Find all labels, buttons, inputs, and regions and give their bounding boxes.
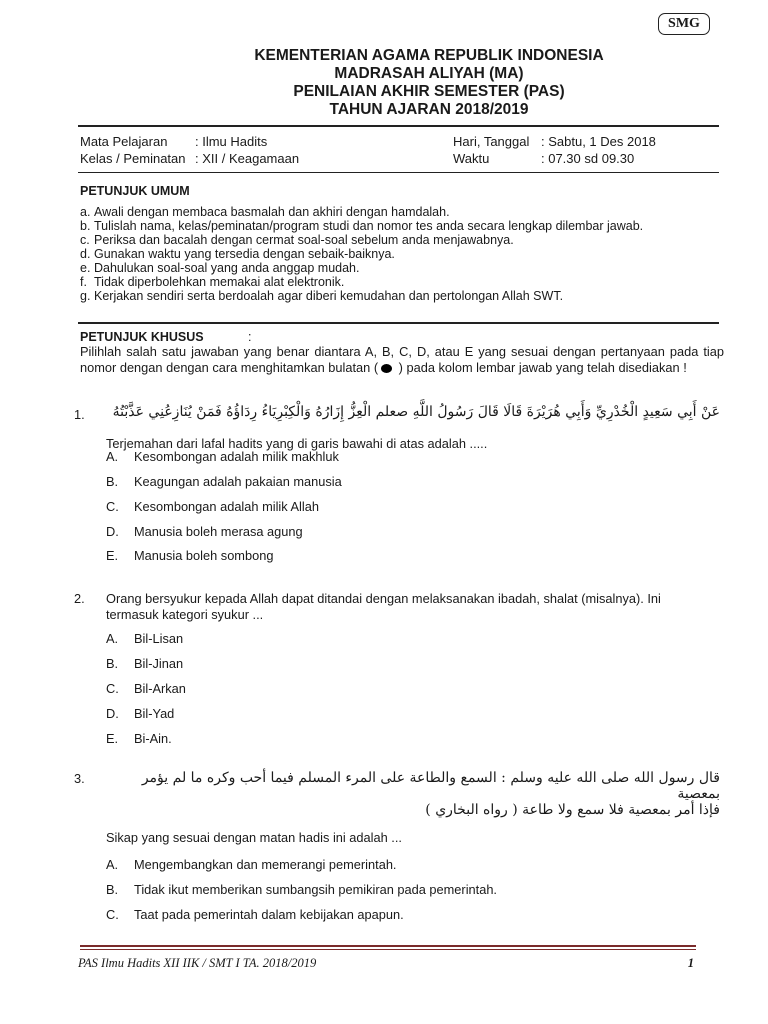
instruction-text: Tulislah nama, kelas/peminatan/program studi dan nomor tes anda secara lengkap dilembar jawab.: [94, 219, 644, 233]
instruction-letter: c.: [80, 233, 90, 247]
option-letter: E.: [106, 731, 119, 746]
footer-rule: [80, 945, 696, 947]
option-text: Bil-Jinan: [134, 656, 184, 671]
option-letter: B.: [106, 656, 119, 671]
option-text: Bil-Yad: [134, 706, 175, 721]
instruction-letter: f.: [80, 275, 87, 289]
answer-option: [106, 499, 706, 515]
general-instructions-title: PETUNJUK UMUM: [80, 184, 190, 198]
instructions-text-after: ) pada kolom lembar jawab yang telah disediakan !: [395, 359, 687, 375]
option-letter: A.: [106, 449, 119, 464]
option-letter: A.: [106, 631, 119, 646]
option-text: Bil-Arkan: [134, 681, 186, 696]
question-2-text: Orang bersyukur kepada Allah dapat ditandai dengan melaksanakan ibadah, shalat (misalnya). Ini termasuk kategori syukur ...: [106, 591, 661, 622]
special-instructions-colon: :: [248, 330, 252, 344]
answer-option: [106, 656, 706, 672]
footer: [78, 956, 694, 971]
header-year: TAHUN AJARAN 2018/2019: [329, 101, 529, 118]
class-label: Kelas / Peminatan: [80, 151, 186, 166]
instruction-text: Tidak diperbolehkan memakai alat elektronik.: [94, 275, 345, 289]
option-letter: D.: [106, 524, 119, 539]
option-letter: B.: [106, 882, 119, 897]
instruction-item: [80, 289, 720, 303]
instruction-item: [80, 275, 720, 289]
subject-value: : Ilmu Hadits: [195, 134, 268, 149]
date-value: : Sabtu, 1 Des 2018: [541, 134, 656, 149]
footer-rule-thin: [80, 949, 696, 950]
instructions-rule: [78, 322, 719, 324]
option-text: Manusia boleh sombong: [134, 548, 274, 563]
option-text: Kesombongan adalah milik makhluk: [134, 449, 339, 464]
instruction-item: [80, 233, 720, 247]
special-instructions-title: PETUNJUK KHUSUS: [80, 330, 204, 344]
option-text: Bi-Ain.: [134, 731, 172, 746]
option-text: Kesombongan adalah milik Allah: [134, 499, 319, 514]
question-3-arabic-line-2: فإذا أمر بمعصية فلا سمع ولا طاعة ( رواه البخاري ): [425, 802, 720, 818]
answer-option: [106, 706, 706, 722]
answer-option: [106, 857, 706, 873]
info-rule: [78, 172, 719, 173]
instruction-text: Kerjakan sendiri serta berdoalah agar diberi kemudahan dan pertolongan Allah SWT.: [94, 289, 564, 303]
option-letter: D.: [106, 706, 119, 721]
smg-badge: SMG: [658, 13, 710, 35]
question-2-number: 2.: [74, 591, 85, 606]
subject-label: Mata Pelajaran: [80, 134, 168, 149]
header-rule: [78, 125, 719, 127]
page-number: 1: [687, 956, 694, 970]
instruction-text: Dahulukan soal-soal yang anda anggap mudah.: [94, 261, 360, 275]
answer-option: [106, 449, 706, 465]
filled-circle-icon: [381, 364, 392, 373]
option-letter: C.: [106, 907, 119, 922]
instruction-item: [80, 219, 720, 233]
question-3-arabic-line-1: قال رسول الله صلى الله عليه وسلم : السمع والطاعة على المرء المسلم فيما أحب وكره ما لم يؤمر بمعصية: [141, 770, 720, 802]
header-exam: PENILAIAN AKHIR SEMESTER (PAS): [293, 83, 565, 100]
question-1-text: Terjemahan dari lafal hadits yang di garis bawahi di atas adalah .....: [106, 436, 488, 451]
time-value: : 07.30 sd 09.30: [541, 151, 635, 166]
option-letter: C.: [106, 681, 119, 696]
answer-option: [106, 907, 706, 923]
answer-option: [106, 524, 706, 540]
instruction-letter: b.: [80, 219, 91, 233]
instruction-text: Gunakan waktu yang tersedia dengan sebaik-baiknya.: [94, 247, 395, 261]
instruction-text: Periksa dan bacalah dengan cermat soal-soal sebelum anda menjawabnya.: [94, 233, 514, 247]
answer-option: [106, 474, 706, 490]
header-ministry: KEMENTERIAN AGAMA REPUBLIK INDONESIA: [254, 47, 604, 64]
instruction-text: Awali dengan membaca basmalah dan akhiri dengan hamdalah.: [94, 205, 450, 219]
answer-option: [106, 681, 706, 697]
special-instructions-text: [80, 344, 724, 375]
instruction-letter: e.: [80, 261, 91, 275]
general-instructions-list: [80, 205, 720, 303]
date-label: Hari, Tanggal: [453, 134, 530, 149]
instruction-letter: g.: [80, 289, 91, 303]
question-1-arabic: عَنْ أَبِي سَعِيدٍ الْخُدْرِيِّ وَأَبِي هُرَيْرَةَ قَالَا قَالَ رَسُولُ اللَّهِ صعلم الْعِزُّ إِزَارُهُ وَالْكِبْرِيَاءُ رِدَاؤُهُ فَمَنْ يُنَازِعُنِي عَذَّبْتُهُ: [112, 404, 720, 420]
option-letter: A.: [106, 857, 119, 872]
option-text: Keagungan adalah pakaian manusia: [134, 474, 342, 489]
instruction-letter: d.: [80, 247, 91, 261]
option-letter: C.: [106, 499, 119, 514]
answer-option: [106, 882, 706, 898]
option-text: Bil-Lisan: [134, 631, 184, 646]
option-letter: E.: [106, 548, 119, 563]
answer-option: [106, 631, 706, 647]
option-letter: B.: [106, 474, 119, 489]
instruction-item: [80, 247, 720, 261]
header-school: MADRASAH ALIYAH (MA): [334, 65, 524, 82]
option-text: Mengembangkan dan memerangi pemerintah.: [134, 857, 397, 872]
instructions-text-before: Pilihlah salah satu jawaban yang benar diantara A, B, C, D, atau E yang sesuai dengan pertanyaan pada tiap nomor dengan dengan cara menghitamkan bulatan (: [80, 344, 724, 375]
question-1-number: 1.: [74, 407, 85, 422]
option-text: Taat pada pemerintah dalam kebijakan apapun.: [134, 907, 404, 922]
instruction-letter: a.: [80, 205, 91, 219]
option-text: Manusia boleh merasa agung: [134, 524, 303, 539]
question-3-number: 3.: [74, 771, 85, 786]
instruction-item: [80, 205, 720, 219]
time-label: Waktu: [453, 151, 490, 166]
footer-text: PAS Ilmu Hadits XII IIK / SMT I TA. 2018/2019: [78, 956, 317, 970]
question-3-text: Sikap yang sesuai dengan matan hadis ini adalah ...: [106, 830, 402, 845]
answer-option: [106, 731, 706, 747]
option-text: Tidak ikut memberikan sumbangsih pemikiran pada pemerintah.: [134, 882, 497, 897]
class-value: : XII / Keagamaan: [195, 151, 300, 166]
instruction-item: [80, 261, 720, 275]
answer-option: [106, 548, 706, 564]
exam-header: [0, 47, 768, 119]
